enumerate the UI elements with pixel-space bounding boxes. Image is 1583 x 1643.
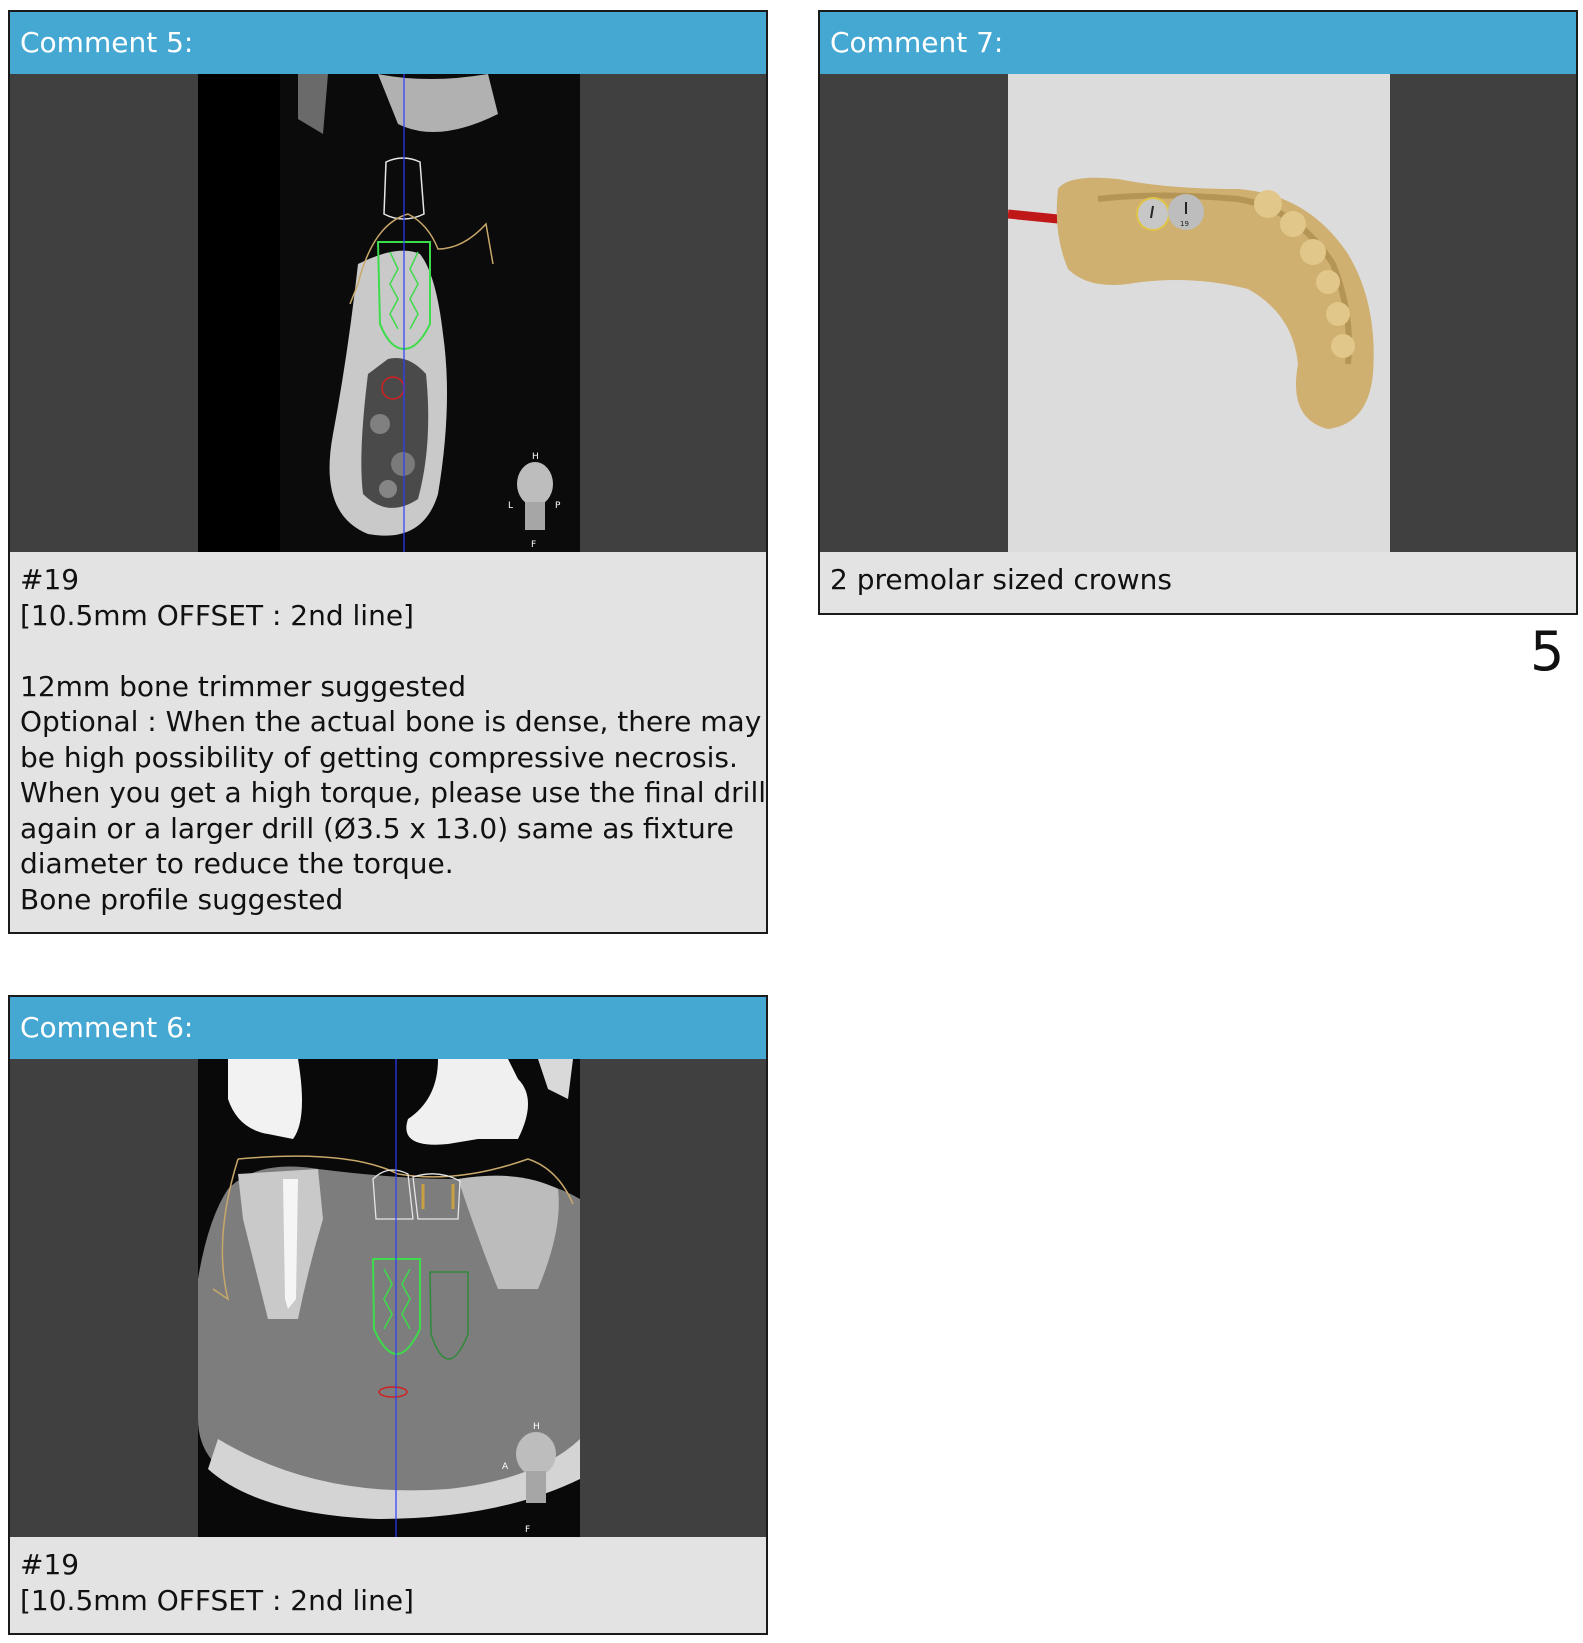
comment-5-orient-left: L bbox=[508, 501, 514, 511]
comment-5-line: be high possibility of getting compressive necrosis. bbox=[20, 740, 738, 774]
comment-7-header: Comment 7: bbox=[820, 12, 1576, 74]
comment-7-crown-label: 19 bbox=[1180, 220, 1189, 228]
comment-6-header: Comment 6: bbox=[10, 997, 766, 1059]
comment-6-post bbox=[283, 1179, 298, 1309]
comment-7-3d-model-image bbox=[1008, 74, 1390, 552]
comment-6-line: #19 bbox=[20, 1548, 80, 1581]
comment-6-image-panel bbox=[10, 1059, 766, 1537]
comment-5-orient-right: P bbox=[555, 501, 561, 511]
comment-6-orient-left: A bbox=[502, 1462, 509, 1472]
comment-6-card bbox=[8, 995, 768, 1635]
comment-5-line: diameter to reduce the torque. bbox=[20, 847, 454, 880]
comment-6-line: [10.5mm OFFSET : 2nd line] bbox=[20, 1583, 414, 1617]
comment-5-orient-top: H bbox=[532, 452, 539, 462]
comment-5-line: [10.5mm OFFSET : 2nd line] bbox=[20, 598, 414, 632]
page-number: 5 bbox=[1530, 620, 1565, 683]
comment-5-line bbox=[20, 633, 756, 669]
comment-5-text bbox=[10, 552, 766, 917]
comment-7-card bbox=[818, 10, 1578, 615]
comment-5-line: Bone profile suggested bbox=[20, 882, 344, 916]
comment-5-image-panel bbox=[10, 74, 766, 552]
comment-6-text bbox=[10, 1537, 766, 1618]
comment-6-ct-panoramic-image bbox=[198, 1059, 580, 1537]
comment-5-line: 12mm bone trimmer suggested bbox=[20, 669, 466, 703]
comment-5-orient-bottom: F bbox=[531, 540, 537, 550]
comment-7-image-panel bbox=[820, 74, 1576, 552]
comment-5-card bbox=[8, 10, 768, 934]
comment-5-header: Comment 5: bbox=[10, 12, 766, 74]
comment-5-line: #19 bbox=[20, 563, 80, 596]
comment-7-line: 2 premolar sized crowns bbox=[830, 563, 1172, 596]
comment-6-orient-top: H bbox=[533, 1422, 540, 1432]
comment-5-line: When you get a high torque, please use the final drill bbox=[20, 776, 767, 809]
comment-5-line: Optional : When the actual bone is dense, there may bbox=[20, 705, 762, 738]
comment-5-ct-cross-section-image bbox=[198, 74, 580, 552]
comment-6-orient-bottom: F bbox=[525, 1525, 531, 1535]
comment-7-text bbox=[820, 552, 1576, 598]
comment-5-line: again or a larger drill (Ø3.5 x 13.0) same as fixture bbox=[20, 811, 734, 845]
